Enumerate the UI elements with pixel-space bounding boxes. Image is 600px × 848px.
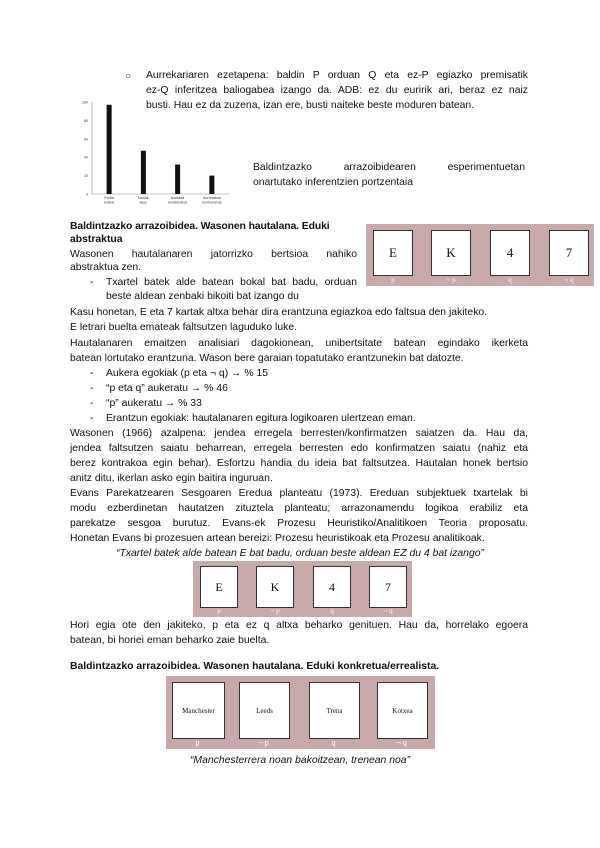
card-k: K	[431, 230, 471, 276]
section1-heading-line-2: abstraktua	[70, 234, 123, 245]
intro-line-2: ez-Q inferitzea baliogabea izango da. ADB: ez du euririk ari, beraz ez naiz	[146, 85, 528, 96]
intro-bullet-marker: ○	[125, 71, 132, 82]
intro-line-1: Aurrekariaren ezetapena: baldin P orduan Q eta ez-P egiazko premisatik	[146, 70, 528, 81]
card-7: 7	[549, 230, 589, 276]
card-label-p: p	[391, 276, 395, 284]
para3-line-1: Wasonen (1966) azalpena: jendea erregela berresten/konfirmatzen saiatzen da. Hau da,	[70, 428, 528, 439]
para4-line-4: Honetan Evans bi prozesuen artean bereizi: Prozesu heuristikoak eta Prozesu analitikoak.	[70, 533, 485, 544]
x-tick-label: Aurrerakoa	[202, 196, 221, 200]
x-tick-label: Proba	[104, 196, 114, 200]
para4-line-2: modu ezberdinetan hautatzen zituztela planteatu; arrazonamendu logikoa erabiliz eta	[70, 503, 528, 514]
result-item-2: “p eta q” aukeratu → % 46	[106, 383, 228, 394]
card2-e: E	[200, 566, 238, 608]
section1-intro-line-2: abstraktua zen.	[70, 262, 142, 273]
chart-caption-line-2: onartutako inferentzien portzentaia	[253, 177, 414, 188]
result-marker-1: -	[90, 368, 94, 379]
bar	[209, 176, 214, 194]
para1-line-2: E letrari buelta emateak faltsutzen laguduko luke.	[70, 322, 297, 333]
card-label-not-p: ¬ p	[446, 276, 456, 284]
para2-line-2: batean lortutako erantzuna. Wason bere garaian topatutako erantzunekin bat datozte.	[70, 353, 464, 364]
card2-7: 7	[369, 566, 407, 608]
result-item-3: “p” aukeratu → % 33	[106, 398, 202, 409]
card-label-not-q: ¬ q	[564, 276, 574, 284]
quote-concrete: “Manchesterrera noan bakoitzean, trenean noa”	[189, 755, 411, 766]
x-tick-label: Nahas	[138, 196, 149, 200]
y-tick-label: 40	[84, 155, 88, 160]
bar	[141, 151, 146, 194]
card-strip-concrete	[166, 676, 435, 749]
result-item-4: Erantzun egokiak: hautalanaren egitura logikoaren ulertzean eman.	[106, 413, 416, 424]
card-strip-negated	[193, 561, 412, 617]
x-tick-label: kontzenzioa	[202, 200, 222, 205]
card2-label-q: q	[330, 607, 334, 615]
card-label-q: q	[508, 276, 512, 284]
dash-item-line-2: beste aldean zenbaki bikoiti bat izango du	[106, 291, 299, 302]
card-trena: Trena	[309, 682, 360, 739]
card-kotxea: Kotxea	[377, 682, 428, 739]
x-tick-label: Aurkaria	[170, 196, 185, 200]
result-marker-4: -	[90, 413, 94, 424]
y-tick-label: 80	[84, 118, 88, 123]
bar-chart	[64, 96, 234, 208]
card3-label-not-p: ¬ p	[258, 738, 269, 747]
para1-line-1: Kasu honetan, E eta 7 kartak altxa behar dira erantzuna egiazkoa edo faltsua den jakiteko.	[70, 307, 488, 318]
para3-line-2: jendea faltsutzen saiatu beharrean, erregela berresten edo konfirmatzen saiatu (nahiz eta	[70, 443, 528, 454]
bar	[107, 105, 112, 194]
section1-heading-line-1: Baldintzazko arrazoibidea. Wasonen hautalana. Eduki	[70, 221, 330, 232]
card-e: E	[373, 230, 413, 276]
para3-line-4: anitz ditu, ikerlan asko egin baitira inguruan.	[70, 473, 273, 484]
para5-line-1: Hori egia ote den jakiteko, p eta ez q altxa beharko genituen. Hau da, horrelako egoera	[70, 620, 528, 631]
intro-line-3: busti. Hau ez da zuzena, izan ere, busti naiteke beste moduren batean.	[146, 100, 475, 111]
card2-label-p: p	[217, 607, 221, 615]
card3-label-p: p	[195, 738, 200, 747]
dash-item-line-1: Txartel batek alde batean bokal bat badu, orduan	[106, 277, 357, 288]
card2-k: K	[256, 566, 294, 608]
section2-heading: Baldintzazko arrazoibidea. Wasonen hautalana. Eduki konkretua/errealista.	[70, 661, 440, 672]
x-tick-label: erabat	[104, 200, 115, 205]
para2-line-1: Hautalanaren emaitzen analisiari dagokionean, unibertsitate batean egindako ikerketa	[70, 338, 528, 349]
x-tick-label: kasu	[139, 200, 148, 205]
y-tick-label: 20	[84, 174, 88, 179]
bar-chart-svg	[64, 96, 234, 208]
para4-line-3: parekatze sesgoa burutuz. Evans-ek Prozesu Heuristiko/Analitikoen Teoria proposatu.	[70, 518, 528, 529]
card2-label-not-p: ¬ p	[270, 607, 280, 615]
x-tick-label: kontsenzioa	[168, 200, 188, 205]
card3-label-not-q: ¬ q	[396, 738, 407, 747]
result-marker-3: -	[90, 398, 94, 409]
y-tick-label: 60	[84, 137, 88, 142]
y-tick-label: 100	[82, 100, 88, 105]
y-tick-label: 0	[86, 192, 88, 197]
card2-label-not-q: ¬ q	[383, 607, 393, 615]
para4-line-1: Evans Parekatzearen Sesgoaren Eredua planteatu (1973). Ereduan subjektuek txartelak bi	[70, 488, 528, 499]
card-leeds: Leeds	[239, 682, 290, 739]
card-manchester: Manchester	[172, 682, 225, 739]
chart-caption-line-1: Baldintzazko arrazoibidearen esperimentuetan	[253, 162, 525, 173]
dash-marker: -	[90, 277, 94, 288]
section1-intro-line-1: Wasonen hautalanaren jatorrizko bertsioa nahiko	[70, 249, 357, 260]
quote-abstract: “Txartel batek alde batean E bat badu, orduan beste aldean EZ du 4 bat izango”	[116, 548, 484, 559]
result-item-1: Aukera egokiak (p eta ¬ q) → % 15	[106, 368, 269, 379]
para3-line-3: berez kontrakoa egin behar). Esfortzu handia du ideia bat faltsutzea. Hautalan honek bertsio	[70, 458, 528, 469]
result-marker-2: -	[90, 383, 94, 394]
card2-4: 4	[313, 566, 351, 608]
para5-line-2: batean, bi horiei eman beharko zaie buelta.	[70, 635, 270, 646]
card-strip-abstract	[366, 224, 594, 286]
card3-label-q: q	[331, 738, 336, 747]
card-4: 4	[490, 230, 530, 276]
bar	[175, 165, 180, 194]
